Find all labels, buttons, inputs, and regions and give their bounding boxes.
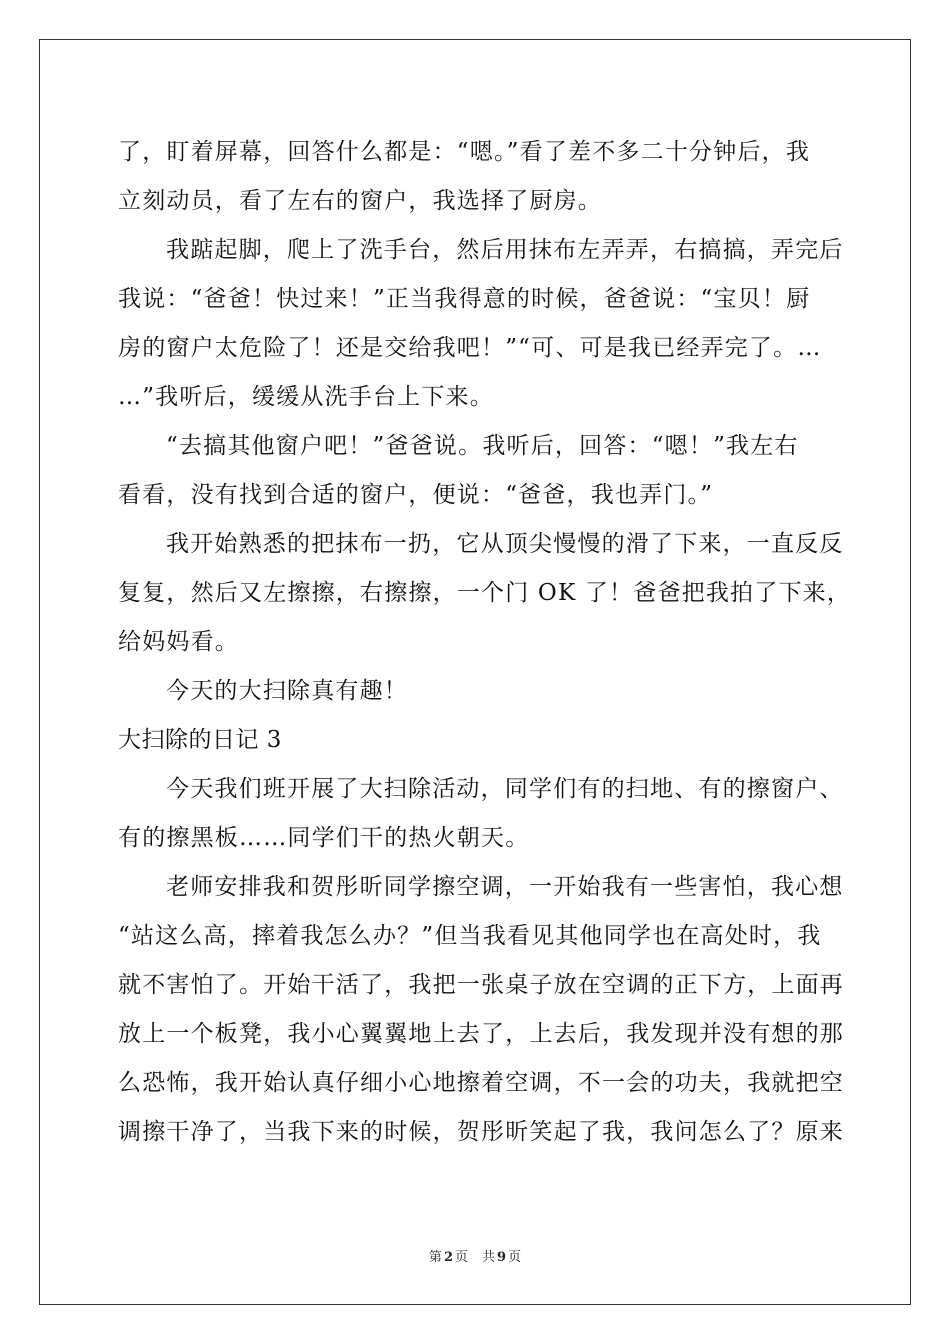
text-line: …”我听后，缓缓从洗手台上下来。: [118, 384, 494, 410]
text-line: 我说：“爸爸！快过来！”正当我得意的时候，爸爸说：“宝贝！厨: [118, 286, 811, 312]
current-page-number: 2: [443, 1250, 453, 1265]
text-line: 给妈妈看。: [118, 629, 239, 655]
text-line: 就不害怕了。开始干活了，我把一张桌子放在空调的正下方，上面再: [118, 972, 844, 998]
total-suffix: 页: [508, 1250, 522, 1265]
text-line: 今天的大扫除真有趣！: [166, 678, 408, 704]
section-heading: 大扫除的日记 3: [118, 727, 282, 753]
text-line: 了，盯着屏幕，回答什么都是：“嗯。”看了差不多二十分钟后，我: [118, 139, 811, 165]
text-line: 房的窗户太危险了！还是交给我吧！”“可、可是我已经弄完了。…: [118, 335, 822, 361]
text-line: 复复，然后又左擦擦，右擦擦，一个门 OK 了！爸爸把我拍了下来，: [118, 580, 852, 606]
text-line: “去搞其他窗户吧！”爸爸说。我听后，回答：“嗯！”我左右: [166, 433, 799, 459]
text-line: 今天我们班开展了大扫除活动，同学们有的扫地、有的擦窗户、: [166, 776, 844, 802]
text-line: 老师安排我和贺彤昕同学擦空调，一开始我有一些害怕，我心想: [166, 874, 844, 900]
text-line: 么恐怖，我开始认真仔细小心地擦着空调，不一会的功夫，我就把空: [118, 1070, 844, 1096]
text-line: 立刻动员，看了左右的窗户，我选择了厨房。: [118, 188, 602, 214]
total-prefix: 共: [482, 1250, 496, 1265]
text-line: 放上一个板凳，我小心翼翼地上去了，上去后，我发现并没有想的那: [118, 1021, 844, 1047]
page-suffix: 页: [454, 1250, 468, 1265]
document-body: [118, 128, 852, 1157]
text-line: 有的擦黑板……同学们干的热火朝天。: [118, 825, 530, 851]
text-line: “站这么高，摔着我怎么办？”但当我看见其他同学也在高处时，我: [118, 923, 822, 949]
text-line: 看看，没有找到合适的窗户，便说：“爸爸，我也弄门。”: [118, 482, 714, 508]
text-line: 调擦干净了，当我下来的时候，贺彤昕笑起了我，我问怎么了？原来: [118, 1119, 844, 1145]
page-prefix: 第: [428, 1250, 442, 1265]
text-line: 我踮起脚，爬上了洗手台，然后用抹布左弄弄，右搞搞，弄完后: [166, 237, 844, 263]
total-page-number: 9: [497, 1250, 507, 1265]
text-line: 我开始熟悉的把抹布一扔，它从顶尖慢慢的滑了下来，一直反反: [166, 531, 844, 557]
page-footer: [0, 1246, 950, 1265]
